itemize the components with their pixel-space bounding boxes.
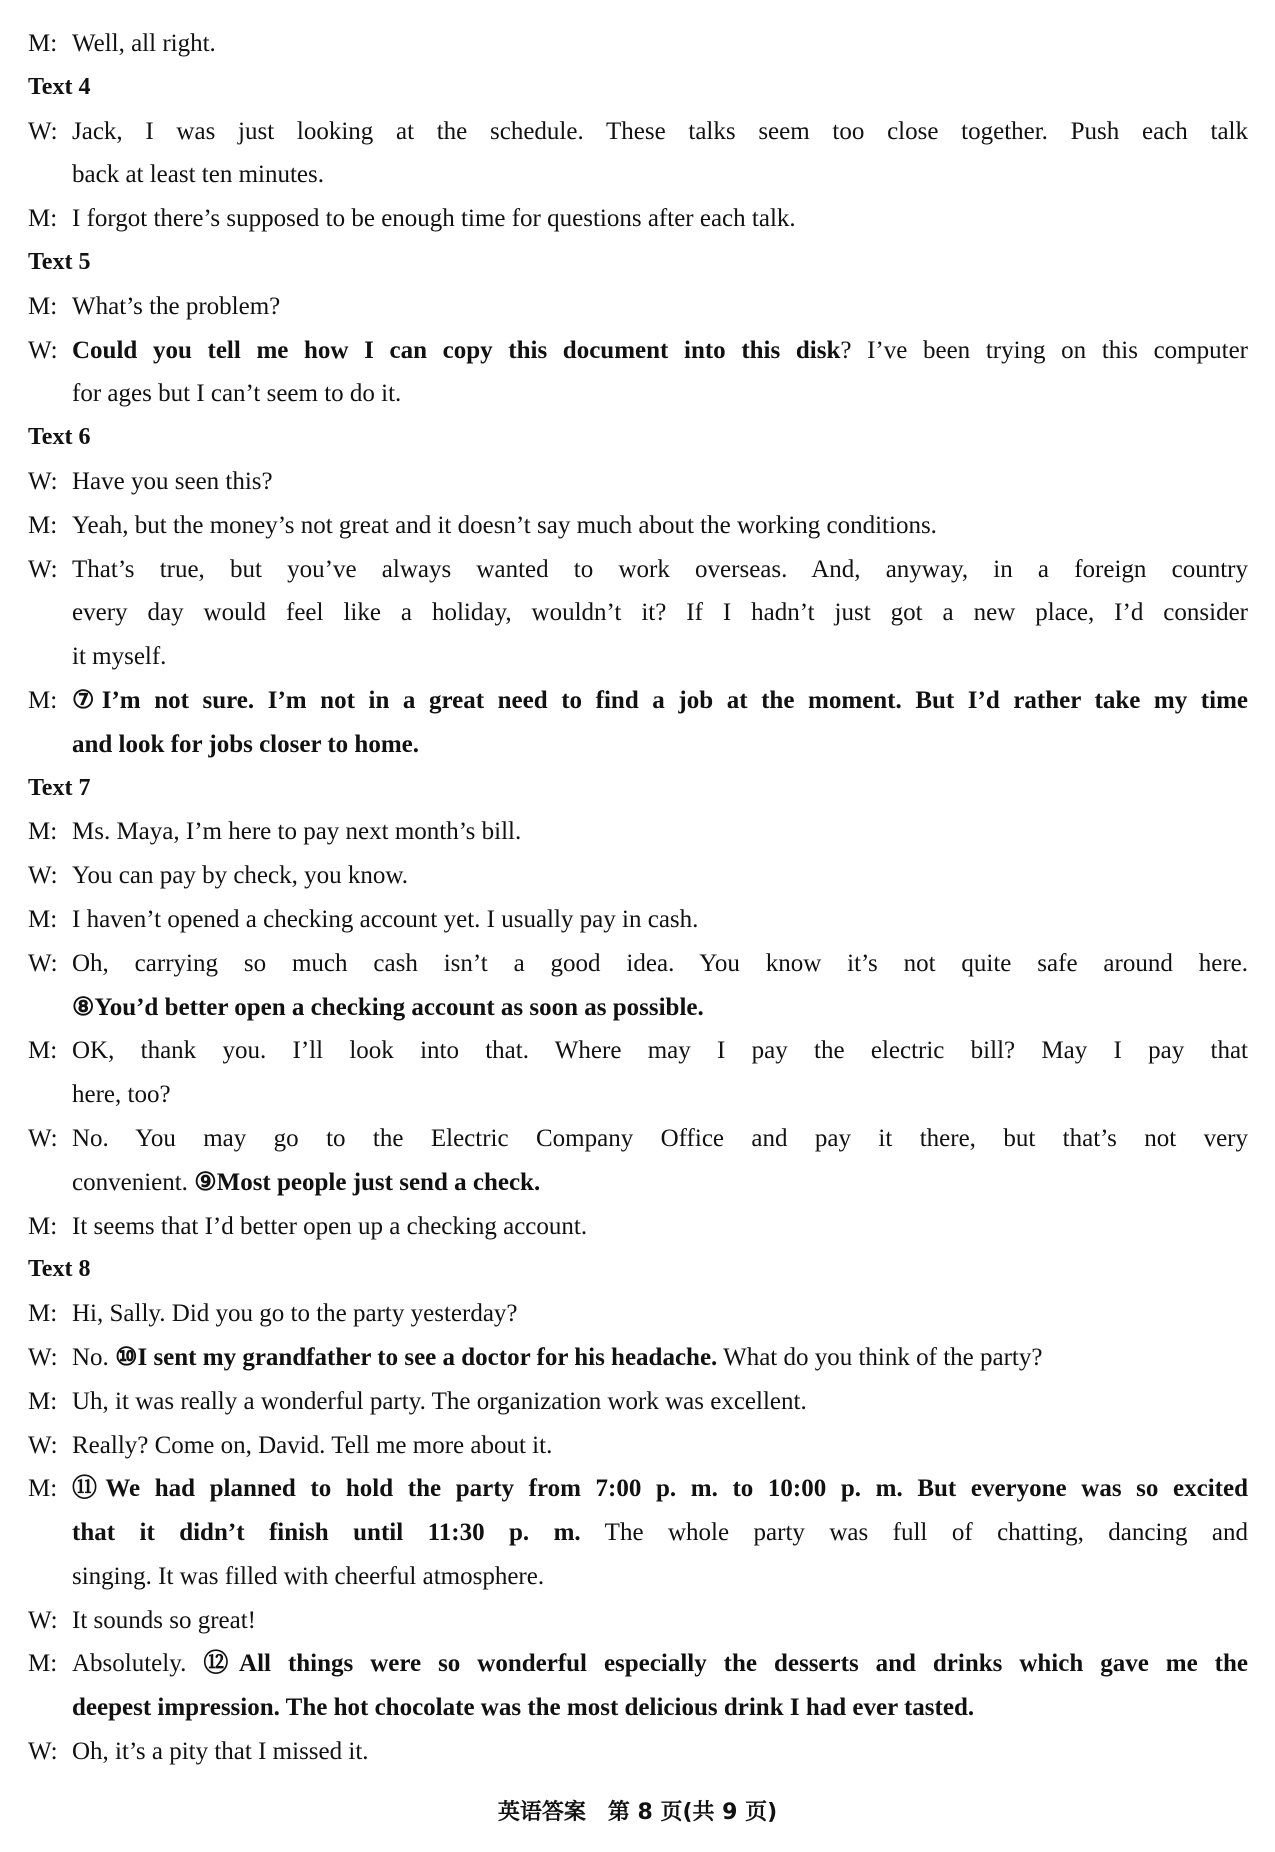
text-run: Absolutely.: [72, 1650, 204, 1678]
text-run: here, too?: [72, 1081, 171, 1109]
key-sentence: and look for jobs closer to home.: [72, 730, 419, 758]
text-run: it myself.: [72, 643, 167, 671]
dialogue-line: [28, 1380, 1248, 1424]
dialogue-text: [72, 1117, 1248, 1161]
speaker-label: M:: [28, 818, 58, 846]
speaker-label: W:: [28, 1124, 58, 1152]
dialogue-line: [28, 1424, 1248, 1468]
dialogue-text: [72, 110, 1248, 154]
text-run: back at least ten minutes.: [72, 161, 325, 189]
dialogue-line: [28, 1467, 1248, 1511]
dialogue-text: [72, 854, 1248, 898]
speaker-label: M:: [28, 292, 58, 320]
section-heading: Text 4: [28, 73, 91, 100]
dialogue-continuation: [28, 1511, 1248, 1555]
dialogue-text: [72, 1205, 1248, 1249]
speaker-label: W:: [28, 336, 58, 364]
dialogue-line: [28, 197, 1248, 241]
dialogue-continuation: [28, 1686, 1248, 1730]
speaker-label: M:: [28, 686, 58, 714]
dialogue-text: [72, 810, 1248, 854]
key-sentence: that it didn’t finish until 11:30 p. m.: [72, 1519, 581, 1547]
speaker-label: M:: [28, 205, 58, 233]
speaker-label: W:: [28, 862, 58, 890]
text-run: Jack, I was just looking at the schedule. These talks seem too close together. Push each talk: [72, 117, 1248, 145]
dialogue-text: [72, 1336, 1248, 1380]
dialogue-line: [28, 548, 1248, 592]
dialogue-text: [72, 1642, 1248, 1686]
text-run: Really? Come on, David. Tell me more about it.: [72, 1431, 553, 1459]
dialogue-text: [72, 285, 1248, 329]
dialogue-continuation: [28, 635, 1248, 679]
dialogue-line: [28, 1642, 1248, 1686]
dialogue-text: [72, 372, 1248, 416]
dialogue-text: [72, 1292, 1248, 1336]
speaker-label: M:: [28, 30, 58, 57]
dialogue-line: [28, 1599, 1248, 1643]
dialogue-line: [28, 110, 1248, 154]
speaker-label: M:: [28, 511, 58, 539]
text-run: Have you seen this?: [72, 467, 273, 495]
dialogue-line: [28, 285, 1248, 329]
dialogue-text: [72, 504, 1248, 548]
dialogue-text: [72, 723, 1248, 767]
section-heading: Text 5: [28, 248, 91, 275]
speaker-label: W:: [28, 117, 58, 145]
dialogue-text: [72, 460, 1248, 504]
dialogue-text: [72, 548, 1248, 592]
dialogue-text: [72, 1073, 1248, 1117]
dialogue-text: [72, 153, 1248, 197]
text-run: I haven’t opened a checking account yet. I usually pay in cash.: [72, 905, 699, 933]
dialogue-text: [72, 591, 1248, 635]
dialogue-text: [72, 1424, 1248, 1468]
dialogue-continuation: [28, 591, 1248, 635]
speaker-label: W:: [28, 1738, 58, 1766]
dialogue-text: [72, 635, 1248, 679]
text-run: OK, thank you. I’ll look into that. Where may I pay the electric bill? May I pay that: [72, 1037, 1248, 1065]
text-run: No.: [72, 1343, 116, 1371]
speaker-label: M:: [28, 1300, 58, 1328]
section-heading: Text 8: [28, 1256, 91, 1283]
dialogue-text: [72, 1599, 1248, 1643]
text-run: Uh, it was really a wonderful party. The organization work was excellent.: [72, 1387, 807, 1415]
dialogue-line: [28, 22, 1248, 66]
key-sentence: ⑦I’m not sure. I’m not in a great need to find a job at the moment. But I’d rather take my time: [72, 686, 1248, 714]
dialogue-line: [28, 854, 1248, 898]
dialogue-text: [72, 1686, 1248, 1730]
dialogue-text: [72, 898, 1248, 942]
text-run: Hi, Sally. Did you go to the party yesterday?: [72, 1300, 518, 1328]
text-run: Ms. Maya, I’m here to pay next month’s bill.: [72, 818, 522, 846]
key-sentence: ⑩I sent my grandfather to see a doctor for his headache.: [115, 1343, 718, 1371]
text-run: Oh, it’s a pity that I missed it.: [72, 1738, 369, 1766]
dialogue-line: [28, 1730, 1248, 1774]
dialogue-text: [72, 1730, 1248, 1774]
text-run: singing. It was filled with cheerful atmosphere.: [72, 1562, 545, 1590]
text-run: I forgot there’s supposed to be enough time for questions after each talk.: [72, 205, 796, 233]
dialogue-text: [72, 22, 1248, 66]
dialogue-text: [72, 1555, 1248, 1599]
speaker-label: W:: [28, 555, 58, 583]
answer-transcript: [28, 22, 1248, 1774]
text-run: Oh, carrying so much cash isn’t a good idea. You know it’s not quite safe around here.: [72, 949, 1248, 977]
text-run: It seems that I’d better open up a checking account.: [72, 1212, 588, 1240]
text-run: No. You may go to the Electric Company Office and pay it there, but that’s not very: [72, 1124, 1248, 1152]
dialogue-continuation: [28, 1555, 1248, 1599]
dialogue-line: [28, 679, 1248, 723]
dialogue-text: [72, 197, 1248, 241]
speaker-label: M:: [28, 1037, 58, 1065]
dialogue-text: [72, 1380, 1248, 1424]
text-run: You can pay by check, you know.: [72, 862, 409, 890]
speaker-label: W:: [28, 949, 58, 977]
speaker-label: W:: [28, 1606, 58, 1634]
dialogue-text: [72, 1511, 1248, 1555]
speaker-label: M:: [28, 905, 58, 933]
dialogue-text: [72, 1029, 1248, 1073]
dialogue-line: [28, 1029, 1248, 1073]
dialogue-text: [72, 1467, 1248, 1511]
key-sentence: ⑪We had planned to hold the party from 7:00 p. m. to 10:00 p. m. But everyone was so excited: [72, 1475, 1248, 1503]
dialogue-continuation: [28, 723, 1248, 767]
dialogue-text: [72, 942, 1248, 986]
dialogue-continuation: [28, 372, 1248, 416]
key-sentence: Could you tell me how I can copy this document into this disk: [72, 336, 841, 364]
text-run: It sounds so great!: [72, 1606, 256, 1634]
key-sentence: ⑧You’d better open a checking account as soon as possible.: [72, 993, 704, 1021]
text-run: Well, all right.: [72, 30, 216, 57]
speaker-label: W:: [28, 467, 58, 495]
speaker-label: M:: [28, 1212, 58, 1240]
speaker-label: M:: [28, 1387, 58, 1415]
key-sentence: ⑨Most people just send a check.: [194, 1168, 541, 1196]
page-footer: 英语答案 第 8 页(共 9 页): [497, 1800, 778, 1825]
key-sentence: ⑫All things were so wonderful especially the desserts and drinks which gave me the: [203, 1650, 1248, 1678]
text-run: every day would feel like a holiday, wouldn’t it? If I hadn’t just got a new place, I’d consider: [72, 599, 1248, 627]
text-run: What’s the problem?: [72, 292, 281, 320]
text-run: for ages but I can’t seem to do it.: [72, 380, 402, 408]
key-sentence: deepest impression. The hot chocolate was the most delicious drink I had ever tasted.: [72, 1694, 975, 1722]
dialogue-line: [28, 810, 1248, 854]
dialogue-line: [28, 1292, 1248, 1336]
text-run: The whole party was full of chatting, dancing and: [580, 1519, 1248, 1547]
dialogue-line: [28, 898, 1248, 942]
text-run: What do you think of the party?: [717, 1343, 1043, 1371]
dialogue-line: [28, 1336, 1248, 1380]
dialogue-continuation: [28, 986, 1248, 1030]
dialogue-line: [28, 1117, 1248, 1161]
speaker-label: M:: [28, 1650, 58, 1678]
text-run: That’s true, but you’ve always wanted to work overseas. And, anyway, in a foreign country: [72, 555, 1248, 583]
text-run: ? I’ve been trying on this computer: [840, 336, 1248, 364]
dialogue-continuation: [28, 1161, 1248, 1205]
section-heading: Text 6: [28, 424, 91, 451]
dialogue-line: [28, 1205, 1248, 1249]
speaker-label: M:: [28, 1475, 58, 1503]
dialogue-text: [72, 1161, 1248, 1205]
text-run: convenient.: [72, 1168, 195, 1196]
dialogue-line: [28, 460, 1248, 504]
dialogue-text: [72, 986, 1248, 1030]
dialogue-continuation: [28, 1073, 1248, 1117]
speaker-label: W:: [28, 1431, 58, 1459]
dialogue-text: [72, 679, 1248, 723]
section-heading: Text 7: [28, 774, 91, 801]
dialogue-continuation: [28, 153, 1248, 197]
text-run: Yeah, but the money’s not great and it doesn’t say much about the working conditions.: [72, 511, 937, 539]
dialogue-line: [28, 504, 1248, 548]
speaker-label: W:: [28, 1343, 58, 1371]
dialogue-line: [28, 329, 1248, 373]
dialogue-text: [72, 329, 1248, 373]
dialogue-line: [28, 942, 1248, 986]
